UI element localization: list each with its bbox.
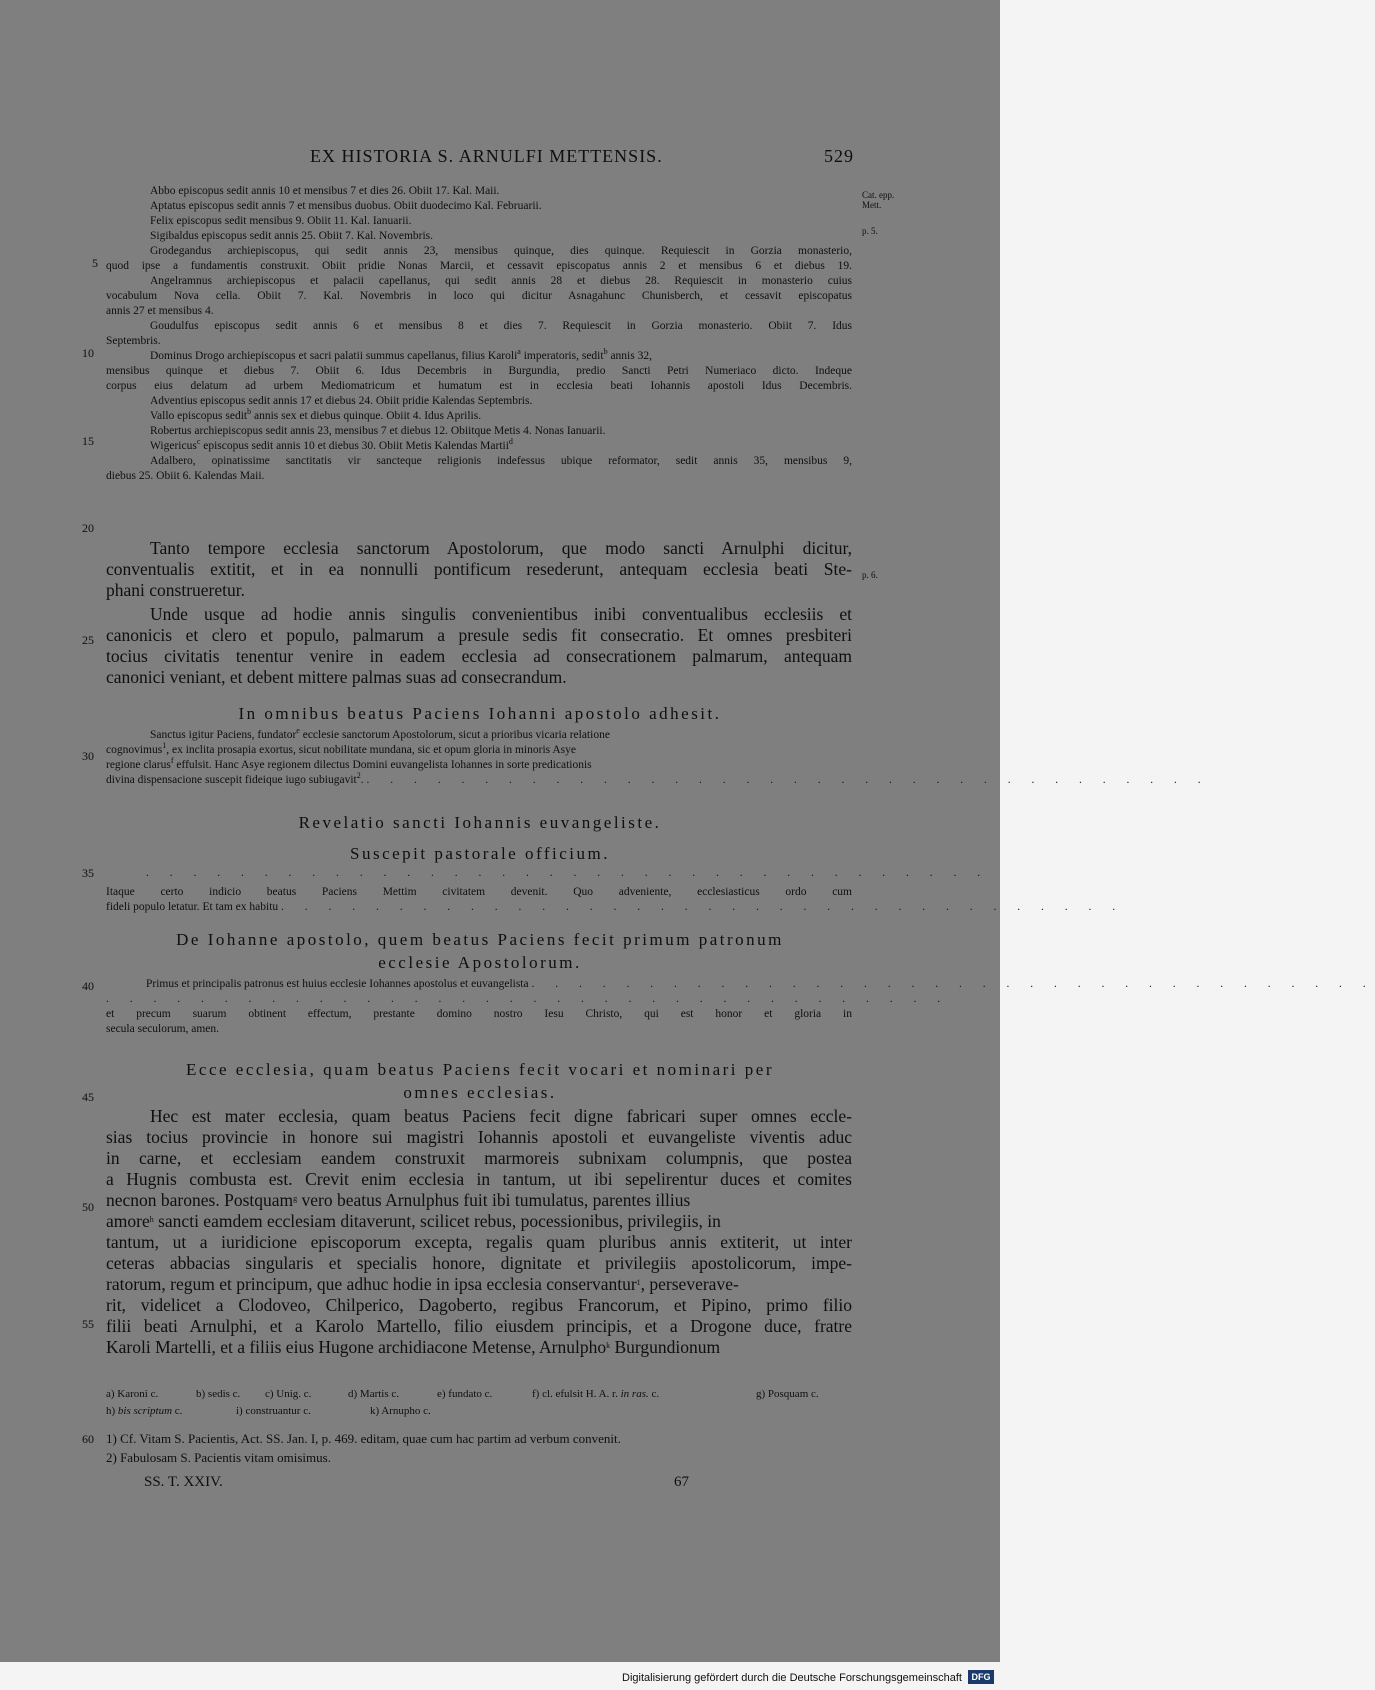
catalog-line: Vallo episcopus sedit$^b$ annis sex et diebus quinque. Obiit 4. Idus Aprilis. <box>150 407 482 422</box>
running-header: EX HISTORIA S. ARNULFI METTENSIS. <box>310 146 663 166</box>
catalog-line: diebus 25. Obiit 6. Kalendas Maii. <box>106 470 265 482</box>
text-line: Sanctus igitur Paciens, fundator$^e$ ecclesie sanctorum Apostolorum, sicut a prioribus vicaria relatione <box>150 726 610 741</box>
text-line: Unde usque ad hodie annis singulis convenientibus inibi conventualibus ecclesiis et <box>150 604 852 624</box>
catalog-line: Dominus Drogo archiepiscopus et sacri palatii summus capellanus, filius Karoli$^a$ imperatoris, sedit$^b$ annis 32, <box>150 347 652 362</box>
sheet-signature: 67 <box>674 1474 689 1490</box>
line-number: 55 <box>82 1317 94 1331</box>
paragraph-mater-ecclesia <box>106 1106 852 1358</box>
text-line: cognovimus$^1$, ex inclita prosapia exortus, sicut nobilitate mundana, sic et opum gloria in minoris Asye <box>106 741 577 756</box>
catalog-line: annis 27 et mensibus 4. <box>106 305 214 317</box>
catalog-line: mensibus quinque et diebus 7. Obiit 6. Idus Decembris in Burgundia, predio Sancti Petri Numeriaco dicto. Indeque <box>106 365 852 377</box>
text-line: canonicis et clero et populo, palmarum a presule sedis fit consecratio. Et omnes presbiteri <box>106 625 852 645</box>
catalog-line: corpus eius delatum ad urbem Mediomatricum et humatum est in ecclesia beati Iohannis apostoli Idus Decembris. <box>106 380 852 392</box>
line-number: 20 <box>82 521 94 535</box>
dfg-logo-icon: DFG <box>968 1670 994 1684</box>
text-line: conventualis extitit, et in ea nonnulli pontificum resederunt, antequam ecclesia beati Ste- <box>106 559 852 579</box>
text-line: fideli populo letatur. Et tam ex habitu . . . . . . . . . . . . . . . . . . . . . . . . . . . . . . . . . . . . <box>106 901 1125 913</box>
text-line: in carne, et ecclesiam eandem construxit marmoreis subnixam columpnis, que postea <box>106 1148 852 1168</box>
variant-note: d) Martis c. <box>348 1388 400 1400</box>
text-line: a Hugnis combusta est. Crevit enim ecclesia in tantum, ut ibi sepelirentur duces et comites <box>106 1169 852 1189</box>
text-line: rit, videlicet a Clodoveo, Chilperico, Dagoberto, regibus Francorum, et Pipino, primo filio <box>106 1295 852 1315</box>
text-line: ceteras abbacias singularis et specialis honore, dignitate et privilegiis apostolicorum, impe- <box>106 1253 852 1273</box>
margin-note: Cat. epp. <box>862 190 895 200</box>
omission-dots: . . . . . . . . . . . . . . . . . . . . . . . . . . . . . . . . . . . . <box>106 993 950 1005</box>
text-line: Itaque certo indicio beatus Paciens Mettim civitatem devenit. Quo adveniente, ecclesiasticus ordo cum <box>106 886 852 898</box>
line-number: 5 <box>92 256 98 270</box>
catalog-line: Wigericus$^c$ episcopus sedit annis 10 et diebus 30. Obiit Metis Kalendas Martii$^d$ <box>150 437 513 452</box>
margin-note: p. 5. <box>862 226 878 236</box>
variant-note: f) cl. efulsit H. A. r. in ras. c. <box>532 1388 660 1400</box>
text-line: phani construeretur. <box>106 580 245 600</box>
variant-note: b) sedis c. <box>196 1388 241 1400</box>
paragraph-apostolorum <box>106 538 852 601</box>
paragraph-paciens <box>106 726 1210 788</box>
paragraph-mettim <box>106 885 1125 915</box>
text-line: canonici veniant, et debent mittere palmas suas ad consecrandum. <box>106 667 567 687</box>
catalog-line: Adventius episcopus sedit annis 17 et diebus 24. Obiit pridie Kalendas Septembris. <box>150 395 533 407</box>
catalog-line: Robertus archiepiscopus sedit annis 23, mensibus 7 et diebus 12. Obiitque Metis 4. Nonas Ianuarii. <box>150 425 606 437</box>
funding-notice: Digitalisierung gefördert durch die Deutsche Forschungsgemeinschaft <box>622 1672 962 1684</box>
text-line: divina dispensacione suscepit fideique iugo subiugavit$^2$. . . . . . . . . . . . . . . . . . . . . . . . . . . . . . . . . . . . . <box>106 771 1210 786</box>
volume-signature: SS. T. XXIV. <box>144 1474 223 1490</box>
margin-note: p. 6. <box>862 570 878 580</box>
line-number: 30 <box>82 749 94 763</box>
text-line: tocius civitatis tenentur venire in eadem ecclesia ad consecrationem palmarum, antequam <box>106 646 852 666</box>
text-line: sias tocius provincie in honore sui magistri Iohannis apostoli et euvangeliste viventis aduc <box>106 1127 852 1147</box>
variant-note: e) fundato c. <box>437 1388 493 1400</box>
text-line: Tanto tempore ecclesia sanctorum Apostolorum, que modo sancti Arnulphi dicitur, <box>150 538 852 558</box>
catalog-line: Abbo episcopus sedit annis 10 et mensibus 7 et dies 26. Obiit 17. Kal. Maii. <box>150 185 500 197</box>
text-line: amore$^h$ sancti eamdem ecclesiam ditaverunt, scilicet rebus, pocessionibus, privilegiis, in <box>106 1211 721 1231</box>
catalog-line: vocabulum Nova cella. Obiit 7. Kal. Novembris in loco qui dicitur Asnagahunc Chunisberch, et cessavit episcopatus <box>106 290 852 302</box>
footnote: 2) Fabulosam S. Pacientis vitam omisimus. <box>106 1450 331 1465</box>
text-line: Primus et principalis patronus est huius ecclesie Iohannes apostolus et euvangelista . . . . . . . . . . . . . . . . . . . . . . . . . . . . . . . . . . . . <box>146 978 1375 990</box>
catalog-line: Grodegandus archiepiscopus, qui sedit annis 23, mensibus quinque, dies quinque. Requiescit in Gorzia monasterio, <box>150 245 852 257</box>
variant-note: i) construantur c. <box>236 1405 311 1417</box>
text-line: ratorum, regum et principum, que adhuc hodie in ipsa ecclesia conservantur$^1$, perseverave- <box>106 1274 739 1294</box>
catalog-line: Felix episcopus sedit mensibus 9. Obiit 11. Kal. Ianuarii. <box>150 215 412 227</box>
catalog-line: Goudulfus episcopus sedit annis 6 et mensibus 8 et dies 7. Requiescit in Gorzia monasterio. Obiit 7. Idus <box>150 320 852 332</box>
line-number: 25 <box>82 633 94 647</box>
margin-note: Mett. <box>862 200 882 210</box>
text-line: tantum, ut a iuridicione episcoporum excepta, regalis quam pluribus annis extiterit, ut inter <box>106 1232 852 1252</box>
catalog-line: Septembris. <box>106 335 161 347</box>
page-number: 529 <box>824 146 854 166</box>
text-line: Karoli Martelli, et a filiis eius Hugone archidiacone Metense, Arnulpho$^k$ Burgundionum <box>106 1337 721 1357</box>
text-line: et precum suarum obtinent effectum, prestante domino nostro Iesu Christo, qui est honor et gloria in <box>106 1008 852 1020</box>
text-line: secula seculorum, amen. <box>106 1023 220 1035</box>
section-heading: Ecce ecclesia, quam beatus Paciens fecit vocari et nominari per <box>186 1060 774 1079</box>
line-number: 60 <box>82 1432 94 1446</box>
line-number: 35 <box>82 866 94 880</box>
line-number: 10 <box>82 346 94 360</box>
catalog-line: Sigibaldus episcopus sedit annis 25. Obiit 7. Kal. Novembris. <box>150 230 434 242</box>
section-heading: omnes ecclesias. <box>403 1083 557 1102</box>
text-line: Hec est mater ecclesia, quam beatus Paciens fecit digne fabricari super omnes eccle- <box>150 1106 852 1126</box>
catalog-line: Adalbero, opinatissime sanctitatis vir sancteque religionis indefessus ubique reformator, sedit annis 35, mensibus 9, <box>150 455 852 467</box>
section-heading: Suscepit pastorale officium. <box>350 844 610 863</box>
variant-note: h) bis scriptum c. <box>106 1405 183 1417</box>
section-heading: ecclesie Apostolorum. <box>378 953 582 972</box>
footnote: 1) Cf. Vitam S. Pacientis, Act. SS. Jan. I, p. 469. editam, quae cum hac partim ad verbum convenit. <box>106 1431 621 1446</box>
line-number: 40 <box>82 979 94 993</box>
bishop-catalog <box>106 184 852 484</box>
text-line: filii beati Arnulphi, et a Karolo Martello, filio eiusdem principis, et a Drogone duce, fratre <box>106 1316 852 1336</box>
variant-note: c) Unig. c. <box>265 1388 312 1400</box>
catalog-line: Angelramnus archiepiscopus et palacii capellanus, qui sedit annis 28 et diebus 28. Requiescit in monasterio cuius <box>150 275 852 287</box>
ellipsis-line <box>106 866 990 881</box>
line-number: 45 <box>82 1090 94 1104</box>
section-heading: In omnibus beatus Paciens Iohanni apostolo adhesit. <box>238 704 722 723</box>
section-heading: De Iohanne apostolo, quem beatus Paciens fecit primum patronum <box>176 930 784 949</box>
paragraph-patronus <box>106 977 1375 1037</box>
line-number: 15 <box>82 434 94 448</box>
catalog-line: Aptatus episcopus sedit annis 7 et mensibus duobus. Obiit duodecimo Kal. Februarii. <box>150 200 542 212</box>
variant-note: a) Karoni c. <box>106 1388 159 1400</box>
line-number: 50 <box>82 1200 94 1214</box>
variant-note: k) Arnupho c. <box>370 1405 431 1417</box>
paragraph-palmarum <box>106 604 852 688</box>
text-line: regione clarus$^f$ effulsit. Hanc Asye regionem dilectus Domini euvangelista Iohannes in sorte predicationis <box>106 756 592 771</box>
section-heading: Revelatio sancti Iohannis euvangeliste. <box>298 813 662 832</box>
variant-note: g) Posquam c. <box>756 1388 819 1400</box>
omission-dots: . . . . . . . . . . . . . . . . . . . . . . . . . . . . . . . . . . . . <box>146 867 990 879</box>
catalog-line: quod ipse a fundamentis construxit. Obiit pridie Nonas Marcii, et cessavit episcopatus annis 2 et mensibus 6 et diebus 19. <box>106 260 852 272</box>
text-line: necnon barones. Postquam$^g$ vero beatus Arnulphus fuit ibi tumulatus, parentes illius <box>106 1190 691 1210</box>
